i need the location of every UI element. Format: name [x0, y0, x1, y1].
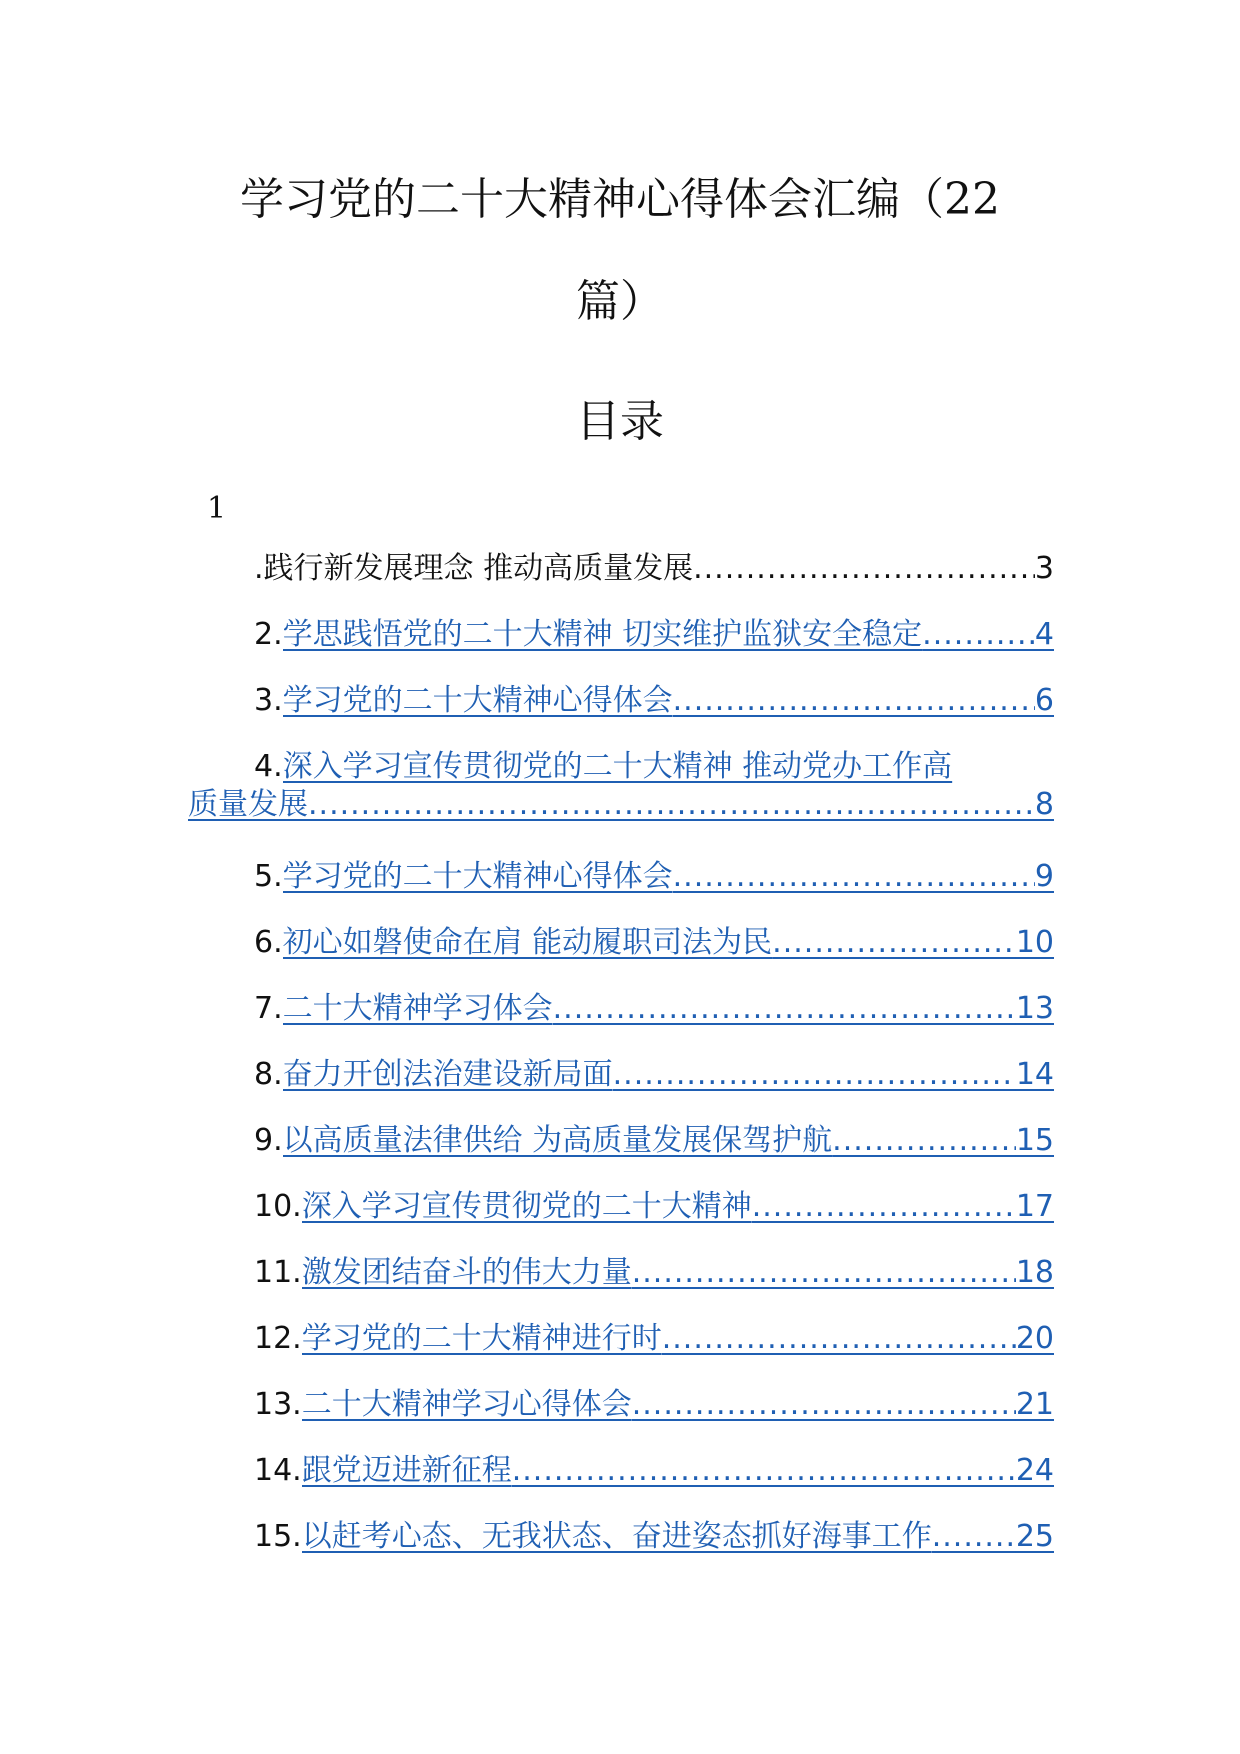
toc-entry-title: 深入学习宣传贯彻党的二十大精神 推动党办工作高	[282, 749, 953, 784]
toc-entry-link[interactable]	[283, 1122, 1054, 1160]
toc-entry-8[interactable]	[254, 1056, 1054, 1094]
title-count: 22	[944, 174, 1000, 225]
toc-entry-title: 初心如磐使命在肩 能动履职司法为民	[282, 925, 773, 960]
toc-entry-link[interactable]	[302, 1188, 1054, 1226]
toc-entry-link[interactable]	[302, 1320, 1054, 1358]
toc-entry-page: 21	[1015, 1387, 1054, 1422]
toc-entry-title: 深入学习宣传贯彻党的二十大精神	[301, 1189, 752, 1224]
toc-entry-title: 学习党的二十大精神心得体会	[282, 683, 673, 718]
toc-entry-2[interactable]	[254, 616, 1054, 654]
toc-entry-title: 学思践悟党的二十大精神 切实维护监狱安全稳定	[282, 617, 923, 652]
toc-entry-page: 24	[1015, 1453, 1054, 1488]
toc-entry-number: 12.	[254, 1321, 302, 1356]
toc-entry-page: 13	[1015, 991, 1054, 1026]
toc-entry-number: 11.	[254, 1255, 302, 1290]
toc-entry-link[interactable]	[283, 990, 1054, 1028]
toc-entry-page: 3	[1034, 551, 1054, 586]
toc-entry-link[interactable]	[283, 858, 1054, 896]
toc-entry-link[interactable]	[302, 1452, 1054, 1490]
toc-entry-title: 学习党的二十大精神心得体会	[282, 859, 673, 894]
toc-entry-title: 跟党迈进新征程	[301, 1453, 512, 1488]
toc-entry-title: 激发团结奋斗的伟大力量	[301, 1255, 632, 1290]
toc-dot-leader	[662, 1320, 1016, 1358]
toc-dot-leader	[772, 924, 1016, 962]
toc-entry-page: 9	[1034, 859, 1054, 894]
toc-entry-page: 4	[1034, 617, 1054, 652]
toc-dot-leader	[613, 1056, 1016, 1094]
toc-entry-number: 10.	[254, 1189, 302, 1224]
toc-entry-14[interactable]	[254, 1452, 1054, 1490]
toc-entry-page: 15	[1015, 1123, 1054, 1158]
toc-dot-leader	[553, 990, 1016, 1028]
toc-entry-9[interactable]	[254, 1122, 1054, 1160]
toc-entry-number: 14.	[254, 1453, 302, 1488]
toc-dot-leader	[673, 858, 1035, 896]
toc-entry-15[interactable]	[254, 1518, 1054, 1556]
toc-dot-leader	[932, 1518, 1016, 1556]
toc-dot-leader	[752, 1188, 1016, 1226]
toc-entry-6[interactable]	[254, 924, 1054, 962]
toc-entry-number: 2.	[254, 617, 283, 652]
toc-entry-title-continued: 质量发展	[188, 787, 308, 822]
toc-entry-number: 8.	[254, 1057, 283, 1092]
toc-entry-link[interactable]	[302, 1518, 1054, 1556]
document-title-line1	[0, 174, 1240, 225]
toc-entry-page: 20	[1015, 1321, 1054, 1356]
toc-dot-leader	[632, 1254, 1016, 1292]
toc-entry-title: 以赶考心态、无我状态、奋进姿态抓好海事工作	[301, 1519, 932, 1554]
toc-dot-leader	[308, 786, 1035, 824]
toc-entry-link[interactable]	[283, 1056, 1054, 1094]
toc-entry-number: 9.	[254, 1123, 283, 1158]
toc-entry-5[interactable]	[254, 858, 1054, 896]
toc-entry-link[interactable]	[283, 616, 1054, 654]
toc-dot-leader	[832, 1122, 1016, 1160]
toc-entry-title: 学习党的二十大精神进行时	[301, 1321, 662, 1356]
toc-entry-13[interactable]	[254, 1386, 1054, 1424]
toc-entry-number: 5.	[254, 859, 283, 894]
toc-dot-leader	[922, 616, 1035, 654]
toc-entry-title: 二十大精神学习心得体会	[301, 1387, 632, 1422]
toc-entry-page: 10	[1015, 925, 1054, 960]
toc-entry-number: 7.	[254, 991, 283, 1026]
toc-entry-page: 8	[1034, 787, 1054, 822]
toc-entry-page: 14	[1015, 1057, 1054, 1092]
toc-entry-number: 4.	[254, 749, 283, 784]
toc-entry-link[interactable]	[302, 1254, 1054, 1292]
toc-entry-page: 17	[1015, 1189, 1054, 1224]
toc-dot-leader	[512, 1452, 1016, 1490]
toc-entry-10[interactable]	[254, 1188, 1054, 1226]
toc-entry-link	[264, 550, 1054, 588]
toc-entry-link[interactable]	[283, 682, 1054, 720]
toc-entry-number: .	[254, 551, 264, 586]
toc-entry-number: 3.	[254, 683, 283, 718]
toc-entry-page: 6	[1034, 683, 1054, 718]
toc-entry-number: 13.	[254, 1387, 302, 1422]
toc-heading: 目录	[576, 396, 664, 447]
document-title-line2: 篇）	[576, 276, 664, 327]
toc-entry-link[interactable]	[283, 748, 1054, 786]
toc-entry-4[interactable]	[188, 748, 1054, 824]
title-text: 学习党的二十大精神心得体会汇编（	[240, 174, 944, 225]
toc-entry-title: 奋力开创法治建设新局面	[282, 1057, 613, 1092]
toc-entry-page: 18	[1015, 1255, 1054, 1290]
toc-entry-title: 践行新发展理念 推动高质量发展	[263, 551, 694, 586]
toc-dot-leader	[673, 682, 1035, 720]
toc-entry-11[interactable]	[254, 1254, 1054, 1292]
toc-entry-link[interactable]	[283, 924, 1054, 962]
toc-entry-link[interactable]	[302, 1386, 1054, 1424]
toc-dot-leader	[693, 550, 1035, 588]
toc-entry-title: 以高质量法律供给 为高质量发展保驾护航	[282, 1123, 833, 1158]
toc-entry-number: 15.	[254, 1519, 302, 1554]
toc-entry-title: 二十大精神学习体会	[282, 991, 553, 1026]
toc-entry-7[interactable]	[254, 990, 1054, 1028]
toc-entry-1	[254, 550, 1054, 588]
toc-entry-12[interactable]	[254, 1320, 1054, 1358]
toc-entry-link-continued[interactable]	[188, 786, 1054, 824]
toc-entry-number: 6.	[254, 925, 283, 960]
toc-first-number: 1	[207, 491, 227, 526]
toc-dot-leader	[632, 1386, 1016, 1424]
toc-entry-3[interactable]	[254, 682, 1054, 720]
toc-entry-page: 25	[1015, 1519, 1054, 1554]
